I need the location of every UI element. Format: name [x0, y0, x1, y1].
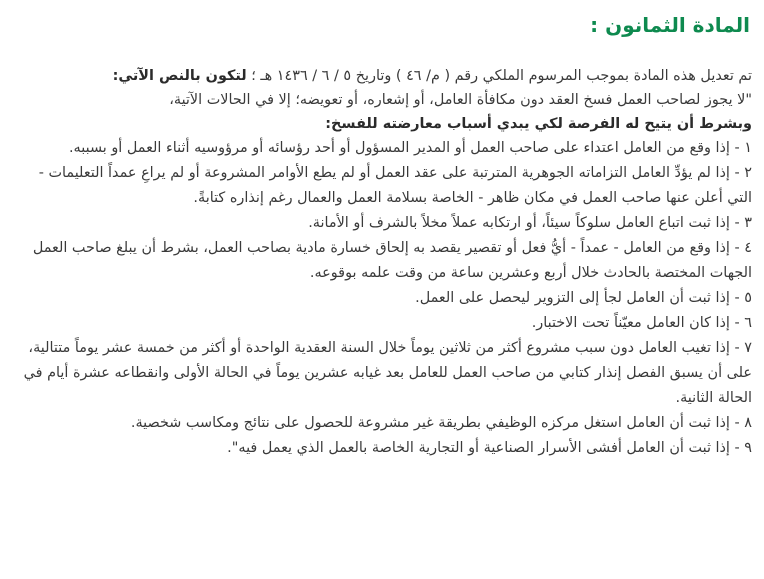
amendment-note: [14, 64, 752, 88]
amendment-bold-text: لتكون بالنص الآتي:: [112, 68, 247, 84]
article-title: المادة الثمانون :: [590, 13, 750, 37]
list-item: ٨ - إذا ثبت أن العامل استغل مركزه الوظيفي بطريقة غير مشروعة للحصول على نتائج ومكاسب شخصية.: [130, 415, 752, 431]
list-item: ٣ - إذا ثبت اتباع العامل سلوكاً سيئاً، أو ارتكابه عملاً مخلاً بالشرف أو الأمانة.: [308, 215, 752, 231]
list-item: ٢ - إذا لم يؤدِّ العامل التزاماته الجوهرية المترتبة على عقد العمل أو لم يطع الأوامر المشروعة أو لم يراعِ عمداً التعليمات - التي أعلن عنها صاحب العمل في مكان ظاهر - الخاصة بسلامة العمل والعمال رغم إنذاره كتابةً.: [38, 165, 752, 206]
list-item: ١ - إذا وقع من العامل اعتداء على صاحب العمل أو المدير المسؤول أو أحد رؤسائه أو مرؤوسيه أثناء العمل أو بسببه.: [68, 140, 752, 156]
article-condition: وبشرط أن يتيح له الفرصة لكي يبدي أسباب معارضته للفسخ:: [325, 116, 752, 132]
list-item: ٥ - إذا ثبت أن العامل لجأ إلى التزوير ليحصل على العمل.: [415, 290, 752, 306]
amendment-text: تم تعديل هذه المادة بموجب المرسوم الملكي رقم ( م/ ٤٦ ) وتاريخ ٥ / ٦ / ١٤٣٦ هـ ؛: [251, 68, 752, 84]
list-item: ٧ - إذا تغيب العامل دون سبب مشروع أكثر من ثلاثين يوماً خلال السنة العقدية الواحدة أو أكثر من خمسة عشر يوماً متتالية، على أن يسبق الفصل إنذار كتابي من صاحب العمل للعامل بعد غيابه عشرين يوماً في الحالة الأولى وانقطاعه عشرة أيام في الحالة الثانية.: [23, 340, 752, 406]
cases-list: [14, 136, 752, 461]
list-item: ٩ - إذا ثبت أن العامل أفشى الأسرار الصناعية أو التجارية الخاصة بالعمل الذي يعمل فيه".: [227, 440, 752, 456]
list-item: ٦ - إذا كان العامل معيّناً تحت الاختبار.: [531, 315, 752, 331]
article-opening: "لا يجوز لصاحب العمل فسخ العقد دون مكافأة العامل، أو إشعاره، أو تعويضه؛ إلا في الحالات الآتية،: [169, 92, 752, 108]
list-item: ٤ - إذا وقع من العامل - عمداً - أيُّ فعل أو تقصير يقصد به إلحاق خسارة مادية بصاحب العمل، بشرط أن يبلغ صاحب العمل الجهات المختصة بالحادث خلال أربع وعشرين ساعة من وقت علمه بوقوعه.: [32, 240, 752, 281]
